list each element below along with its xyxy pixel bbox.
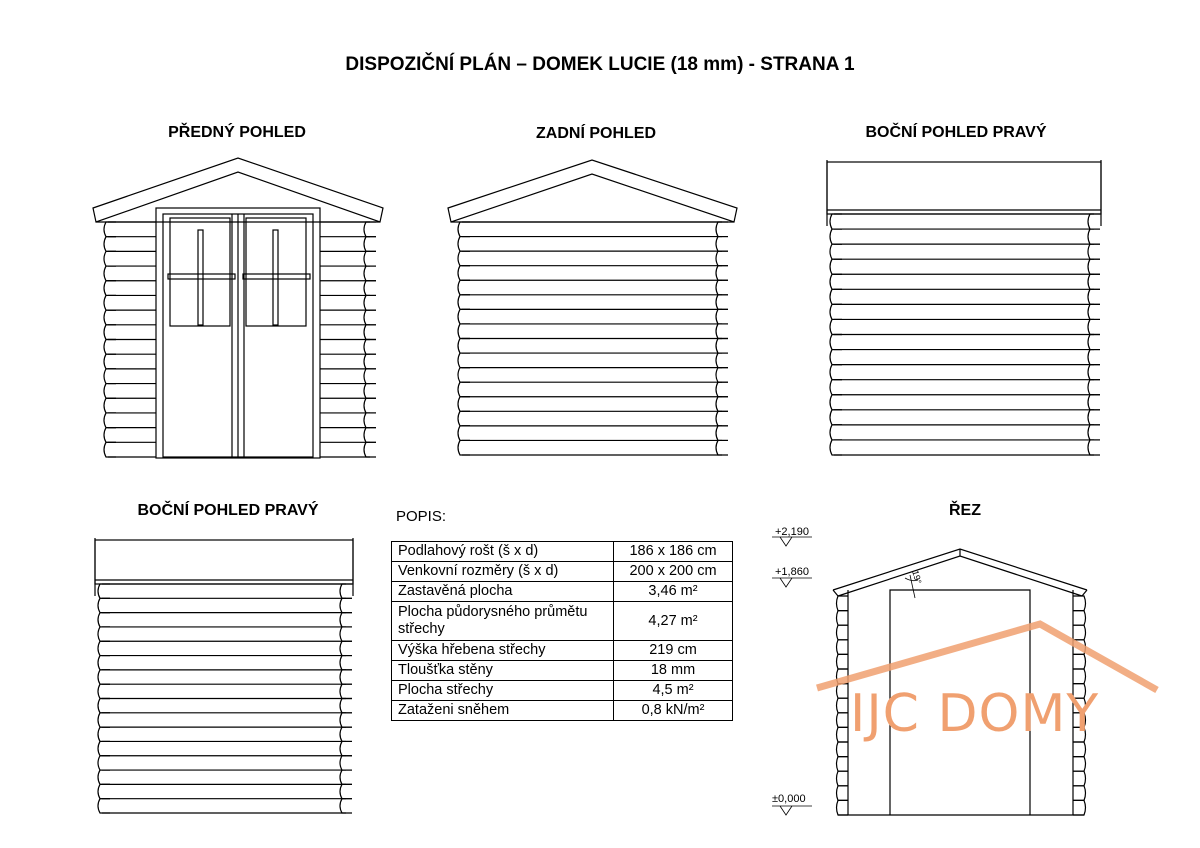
log-end — [104, 354, 116, 369]
page-title: DISPOZIČNÍ PLÁN – DOMEK LUCIE (18 mm) - STRANA 1 — [345, 54, 855, 75]
log-end — [1088, 244, 1100, 259]
log-end — [340, 684, 352, 698]
spec-value: 3,46 m² — [614, 582, 733, 602]
log-end — [340, 656, 352, 670]
log-end — [104, 325, 116, 340]
log-end — [716, 309, 728, 324]
log-end — [364, 237, 376, 252]
log-end — [364, 398, 376, 413]
log-end — [364, 251, 376, 266]
side-view-label-bottom: BOČNÍ POHLED PRAVÝ — [137, 502, 319, 519]
log-end — [364, 310, 376, 325]
log-end — [364, 354, 376, 369]
log-end — [716, 324, 728, 339]
log-end — [1088, 380, 1100, 395]
log-end — [98, 684, 110, 698]
log-end — [830, 274, 842, 289]
spec-value: 4,5 m² — [614, 681, 733, 701]
table-row — [392, 602, 733, 641]
log-end — [98, 799, 110, 813]
roof-angle-mark: 19° — [910, 569, 924, 585]
ground-level-mark: ±0,000 — [772, 793, 806, 805]
table-row — [392, 701, 733, 721]
description-table — [391, 541, 733, 721]
log-end — [458, 295, 470, 310]
log-end — [98, 770, 110, 784]
section-view-label: ŘEZ — [949, 502, 981, 519]
log-end — [458, 440, 470, 455]
log-end — [104, 442, 116, 457]
watermark-text: IJC DOMY — [850, 684, 1100, 744]
log-end — [458, 426, 470, 441]
log-end — [98, 784, 110, 798]
log-end — [98, 584, 110, 598]
table-row — [392, 641, 733, 661]
log-end — [104, 310, 116, 325]
log-end — [458, 222, 470, 237]
log-end — [716, 295, 728, 310]
log-end — [830, 229, 842, 244]
section-log — [837, 698, 849, 713]
spec-value: 18 mm — [614, 661, 733, 681]
log-end — [458, 237, 470, 252]
log-end — [716, 382, 728, 397]
log-end — [458, 339, 470, 354]
spec-name: Zataženi sněhem — [392, 701, 614, 721]
section-log — [837, 742, 849, 757]
section-log — [837, 771, 849, 786]
log-end — [830, 395, 842, 410]
log-end — [340, 627, 352, 641]
log-end — [458, 251, 470, 266]
section-log — [1073, 669, 1086, 684]
front-view-label: PŘEDNÝ POHLED — [168, 124, 306, 141]
log-end — [830, 289, 842, 304]
section-log — [1073, 596, 1086, 611]
spec-value: 0,8 kN/m² — [614, 701, 733, 721]
side-view-bottom-drawing — [95, 538, 353, 813]
log-end — [104, 237, 116, 252]
log-end — [364, 222, 376, 237]
log-end — [716, 222, 728, 237]
log-end — [716, 368, 728, 383]
section-log — [837, 713, 849, 728]
log-end — [830, 244, 842, 259]
section-log — [837, 654, 849, 669]
log-end — [830, 365, 842, 380]
log-end — [830, 380, 842, 395]
log-end — [716, 353, 728, 368]
log-end — [340, 641, 352, 655]
log-end — [364, 266, 376, 281]
log-end — [1088, 350, 1100, 365]
log-end — [716, 266, 728, 281]
section-log — [1073, 654, 1086, 669]
log-end — [98, 699, 110, 713]
log-end — [98, 713, 110, 727]
section-log — [1073, 786, 1086, 801]
section-log — [1073, 742, 1086, 757]
table-row — [392, 661, 733, 681]
log-end — [364, 369, 376, 384]
log-end — [458, 397, 470, 412]
log-end — [98, 741, 110, 755]
log-end — [1088, 259, 1100, 274]
log-end — [1088, 304, 1100, 319]
log-end — [1088, 319, 1100, 334]
log-end — [458, 353, 470, 368]
log-end — [104, 251, 116, 266]
log-end — [364, 325, 376, 340]
log-end — [98, 670, 110, 684]
log-end — [716, 397, 728, 412]
log-end — [340, 699, 352, 713]
log-end — [104, 266, 116, 281]
section-log — [837, 684, 849, 699]
log-end — [458, 280, 470, 295]
section-log — [837, 800, 849, 815]
log-end — [830, 304, 842, 319]
log-end — [830, 410, 842, 425]
log-end — [458, 266, 470, 281]
log-end — [458, 309, 470, 324]
log-end — [830, 319, 842, 334]
log-end — [1088, 274, 1100, 289]
log-end — [104, 398, 116, 413]
log-end — [340, 756, 352, 770]
log-end — [340, 713, 352, 727]
log-end — [340, 784, 352, 798]
spec-value: 186 x 186 cm — [614, 542, 733, 562]
log-end — [458, 368, 470, 383]
table-row — [392, 681, 733, 701]
log-end — [716, 411, 728, 426]
log-end — [98, 656, 110, 670]
log-end — [364, 442, 376, 457]
table-row — [392, 562, 733, 582]
log-end — [340, 727, 352, 741]
log-end — [716, 237, 728, 252]
log-end — [104, 428, 116, 443]
log-end — [1088, 425, 1100, 440]
section-log — [837, 611, 849, 626]
side-view-label-top: BOČNÍ POHLED PRAVÝ — [865, 124, 1047, 141]
section-view-drawing — [772, 537, 1087, 815]
ridge-height-mark: +2,190 — [775, 526, 809, 538]
log-end — [830, 335, 842, 350]
section-log — [1073, 757, 1086, 772]
section-log — [1073, 611, 1086, 626]
log-end — [716, 440, 728, 455]
log-end — [458, 411, 470, 426]
section-log — [1073, 800, 1086, 815]
log-end — [364, 413, 376, 428]
log-end — [340, 741, 352, 755]
table-row — [392, 542, 733, 562]
log-end — [830, 425, 842, 440]
log-end — [104, 222, 116, 237]
section-log — [837, 625, 849, 640]
log-end — [716, 280, 728, 295]
section-log — [837, 786, 849, 801]
log-end — [364, 428, 376, 443]
spec-name: Plocha půdorysného průmětu střechy — [392, 602, 614, 641]
log-end — [340, 770, 352, 784]
log-end — [364, 384, 376, 399]
log-end — [458, 382, 470, 397]
spec-value: 219 cm — [614, 641, 733, 661]
log-end — [716, 339, 728, 354]
watermark-roof — [817, 624, 1157, 690]
spec-value: 200 x 200 cm — [614, 562, 733, 582]
log-end — [340, 613, 352, 627]
spec-name: Podlahový rošt (š x d) — [392, 542, 614, 562]
log-end — [98, 627, 110, 641]
log-end — [340, 598, 352, 612]
log-end — [104, 295, 116, 310]
front-view-drawing — [93, 158, 383, 458]
log-end — [104, 369, 116, 384]
description-label: POPIS: — [396, 508, 447, 525]
log-end — [364, 295, 376, 310]
table-row — [392, 582, 733, 602]
spec-name: Tloušťka stěny — [392, 661, 614, 681]
log-end — [98, 598, 110, 612]
log-end — [1088, 229, 1100, 244]
log-end — [830, 214, 842, 229]
section-log — [1073, 771, 1086, 786]
log-end — [364, 281, 376, 296]
log-end — [1088, 365, 1100, 380]
log-end — [1088, 289, 1100, 304]
log-end — [340, 799, 352, 813]
log-end — [1088, 335, 1100, 350]
log-end — [830, 350, 842, 365]
section-log — [1073, 625, 1086, 640]
log-end — [1088, 395, 1100, 410]
log-end — [98, 727, 110, 741]
spec-name: Venkovní rozměry (š x d) — [392, 562, 614, 582]
section-log — [837, 596, 849, 611]
log-end — [104, 340, 116, 355]
spec-name: Plocha střechy — [392, 681, 614, 701]
log-end — [98, 756, 110, 770]
log-end — [716, 426, 728, 441]
log-end — [830, 259, 842, 274]
log-end — [830, 440, 842, 455]
spec-name: Výška hřebena střechy — [392, 641, 614, 661]
back-view-label: ZADNÍ POHLED — [536, 125, 656, 142]
log-end — [340, 584, 352, 598]
log-end — [1088, 440, 1100, 455]
log-end — [104, 413, 116, 428]
log-end — [458, 324, 470, 339]
log-end — [340, 670, 352, 684]
side-view-top-drawing — [827, 160, 1101, 455]
eaves-height-mark: +1,860 — [775, 566, 809, 578]
log-end — [98, 641, 110, 655]
log-end — [1088, 214, 1100, 229]
spec-name: Zastavěná plocha — [392, 582, 614, 602]
log-end — [104, 281, 116, 296]
log-end — [716, 251, 728, 266]
back-view-drawing — [448, 160, 737, 455]
section-log — [837, 757, 849, 772]
log-end — [104, 384, 116, 399]
log-end — [98, 613, 110, 627]
spec-value: 4,27 m² — [614, 602, 733, 641]
section-log — [837, 727, 849, 742]
log-end — [364, 340, 376, 355]
log-end — [1088, 410, 1100, 425]
section-log — [837, 640, 849, 655]
